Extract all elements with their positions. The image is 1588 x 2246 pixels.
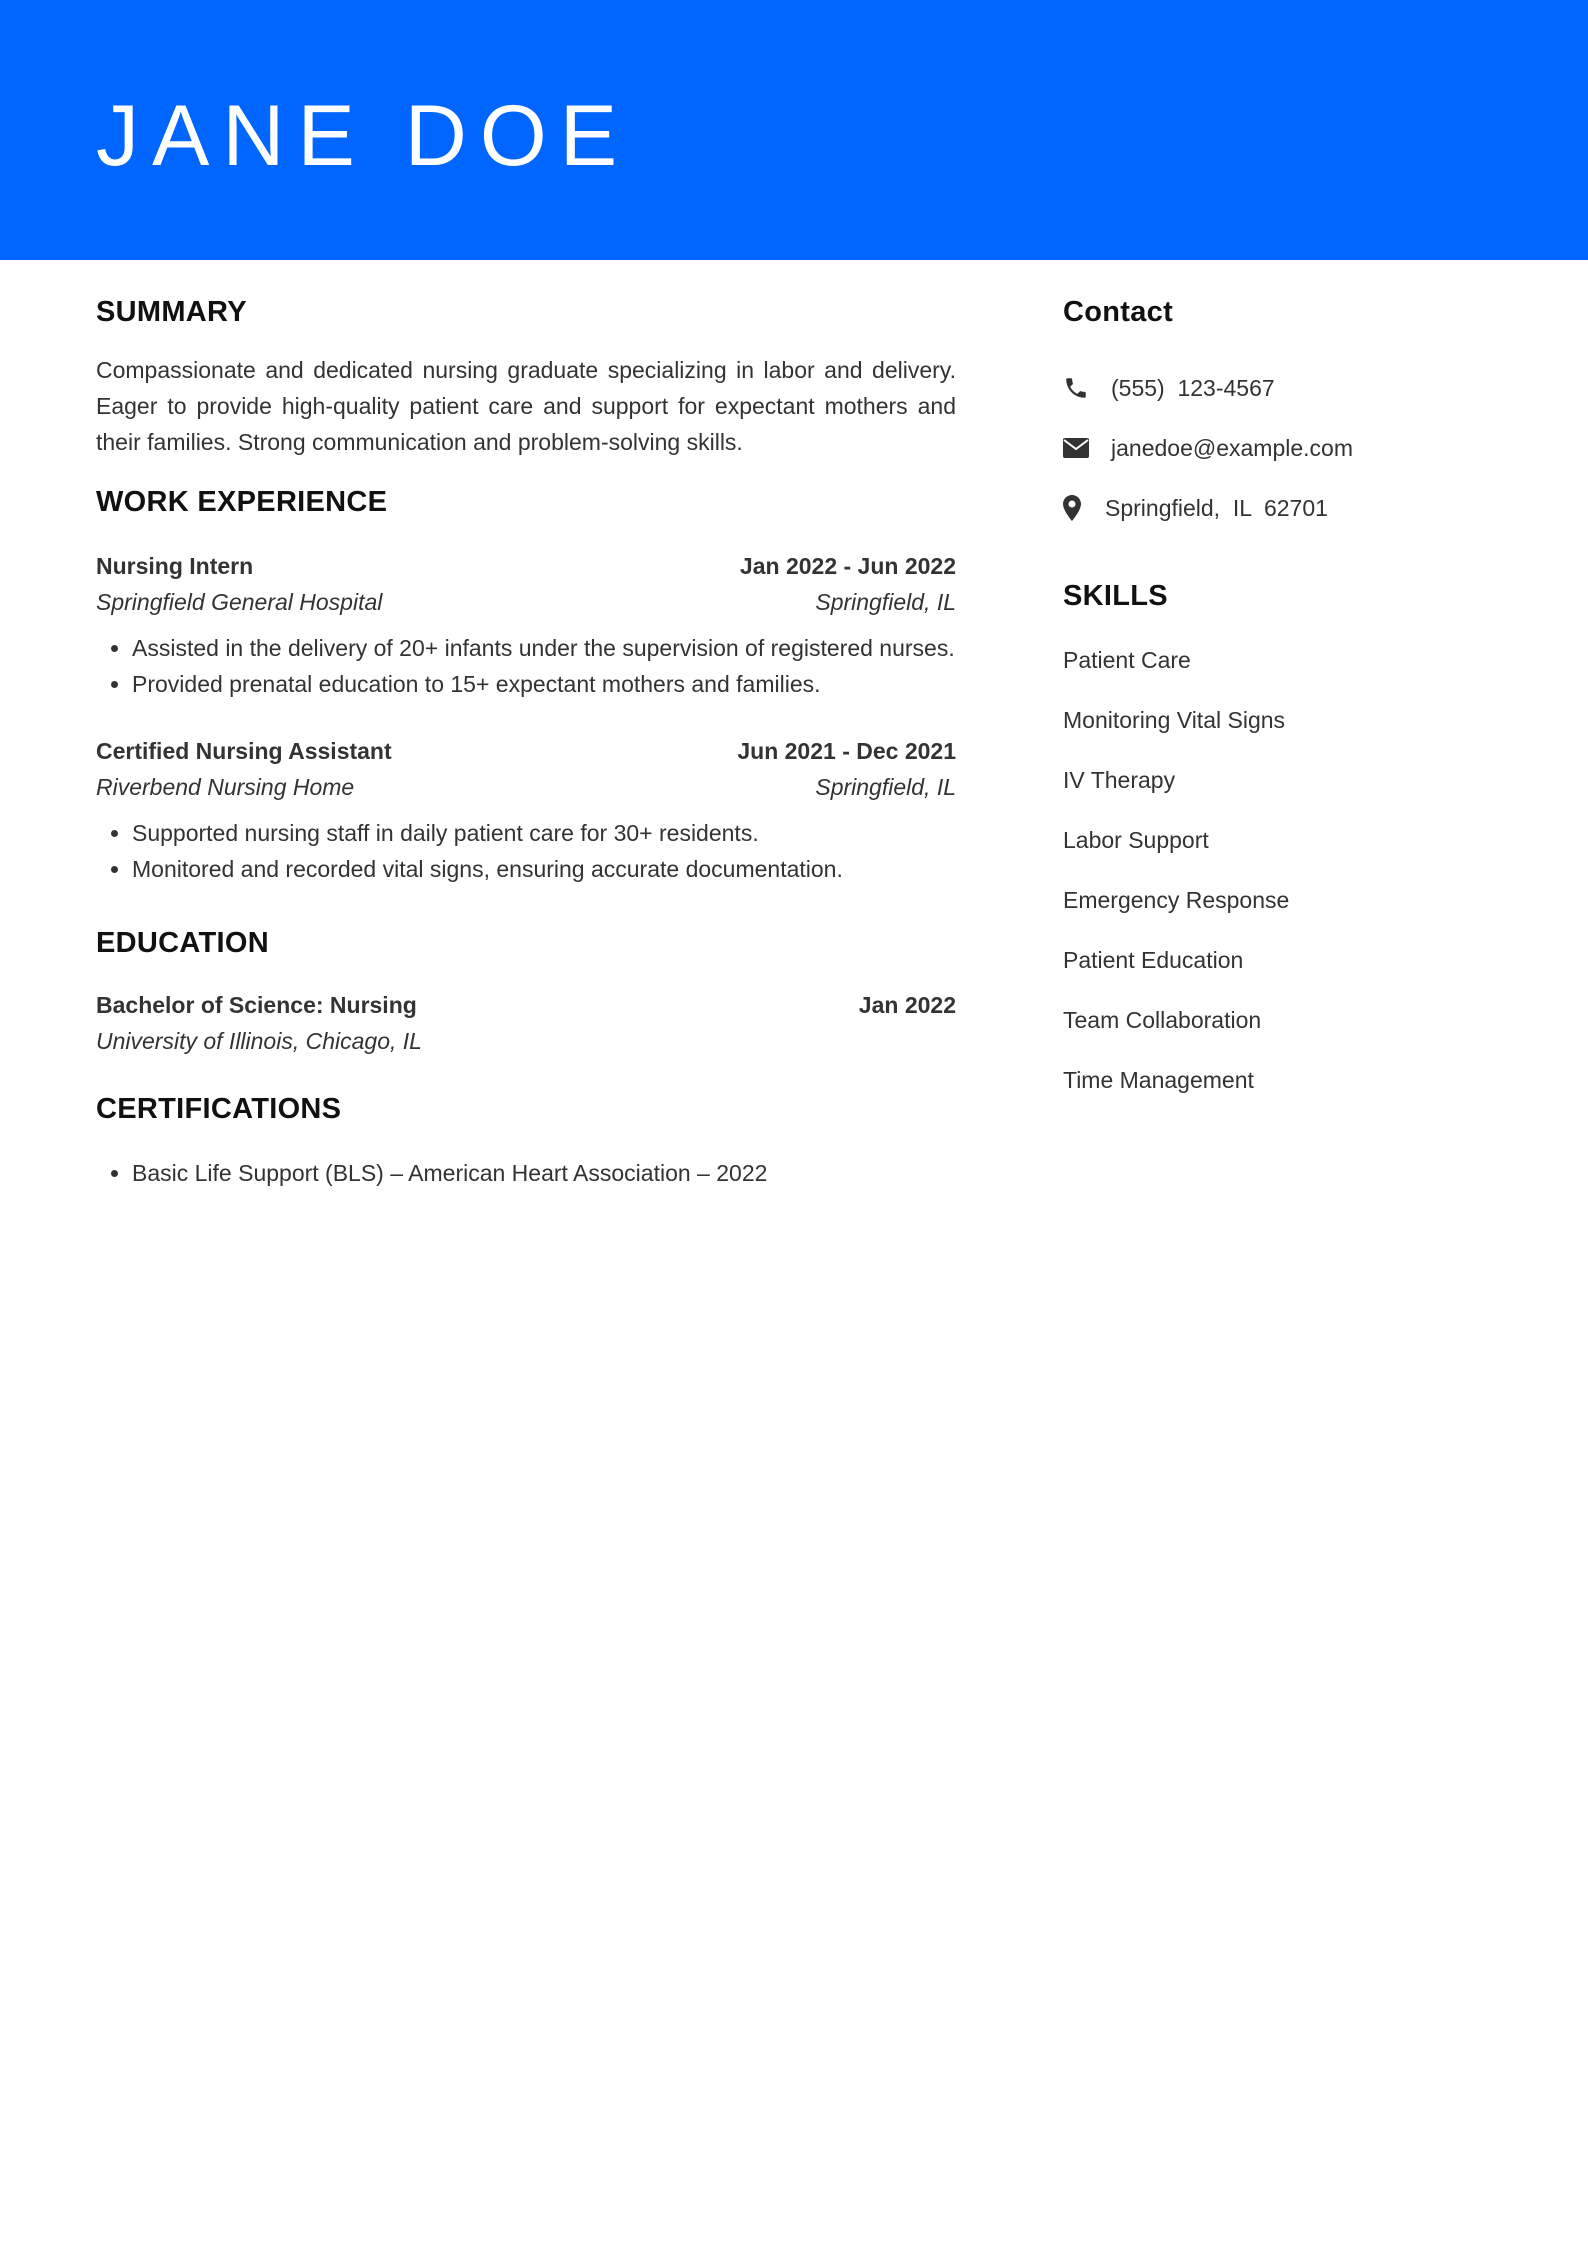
- address: Springfield, IL 62701: [1105, 495, 1328, 521]
- job-organization: Riverbend Nursing Home: [96, 774, 355, 800]
- skill-item: Patient Education: [1063, 947, 1244, 973]
- certifications-heading: CERTIFICATIONS: [96, 1093, 342, 1125]
- contact-email: [1063, 430, 1523, 466]
- job-bullet: • Provided prenatal education to 15+ expectant mothers and families.: [132, 666, 956, 702]
- job-role: Certified Nursing Assistant: [96, 738, 392, 764]
- education-date: Jan 2022: [858, 992, 956, 1018]
- contact-heading: Contact: [1063, 296, 1174, 328]
- skill-item: Patient Care: [1063, 647, 1191, 673]
- school: University of Illinois, Chicago, IL: [96, 1028, 422, 1054]
- education-heading: EDUCATION: [96, 927, 269, 959]
- summary-heading: SUMMARY: [96, 296, 247, 328]
- phone-number: (555) 123-4567: [1111, 375, 1275, 401]
- summary-text: Compassionate and dedicated nursing graduate specializing in labor and delivery. Eager to provide high-quality patient care and support for expectant mothers and their families. Strong communication and problem-solving skills.: [96, 357, 956, 455]
- skill-item: Monitoring Vital Signs: [1063, 707, 1286, 733]
- skills-heading: SKILLS: [1063, 580, 1168, 612]
- job-bullet: • Assisted in the delivery of 20+ infants under the supervision of registered nurses.: [132, 630, 956, 666]
- skill-item: Team Collaboration: [1063, 1007, 1262, 1033]
- sidebar-column: [1063, 292, 1523, 1122]
- skill-item: Labor Support: [1063, 827, 1209, 853]
- job-entry: [96, 733, 956, 887]
- job-location: Springfield, IL: [815, 589, 956, 615]
- main-column: [96, 292, 956, 1191]
- job-dates: Jun 2021 - Dec 2021: [737, 738, 956, 764]
- certification-item: • Basic Life Support (BLS) – American Heart Association – 2022: [132, 1155, 956, 1191]
- contact-address: [1063, 490, 1523, 526]
- contact-phone: [1063, 370, 1523, 406]
- education-entry: [96, 987, 956, 1059]
- skill-item: Emergency Response: [1063, 887, 1290, 913]
- job-role: Nursing Intern: [96, 553, 254, 579]
- skills-list: [1063, 642, 1523, 1098]
- job-entry: [96, 548, 956, 702]
- job-organization: Springfield General Hospital: [96, 589, 383, 615]
- degree: Bachelor of Science: Nursing: [96, 992, 417, 1018]
- phone-icon: [1063, 373, 1093, 403]
- job-bullet: • Monitored and recorded vital signs, ensuring accurate documentation.: [132, 851, 956, 887]
- envelope-icon: [1063, 433, 1093, 463]
- job-bullets: [96, 630, 956, 702]
- header-banner: [0, 0, 1588, 260]
- work-experience-heading: WORK EXPERIENCE: [96, 486, 388, 518]
- job-bullets: [96, 815, 956, 887]
- job-bullet: • Supported nursing staff in daily patient care for 30+ residents.: [132, 815, 956, 851]
- skill-item: IV Therapy: [1063, 767, 1176, 793]
- job-location: Springfield, IL: [815, 774, 956, 800]
- map-pin-icon: [1063, 493, 1089, 523]
- job-dates: Jan 2022 - Jun 2022: [739, 553, 956, 579]
- email-address: janedoe@example.com: [1111, 435, 1353, 461]
- candidate-name: JANE DOE: [96, 88, 631, 184]
- certification-list: [96, 1155, 956, 1191]
- skill-item: Time Management: [1063, 1067, 1254, 1093]
